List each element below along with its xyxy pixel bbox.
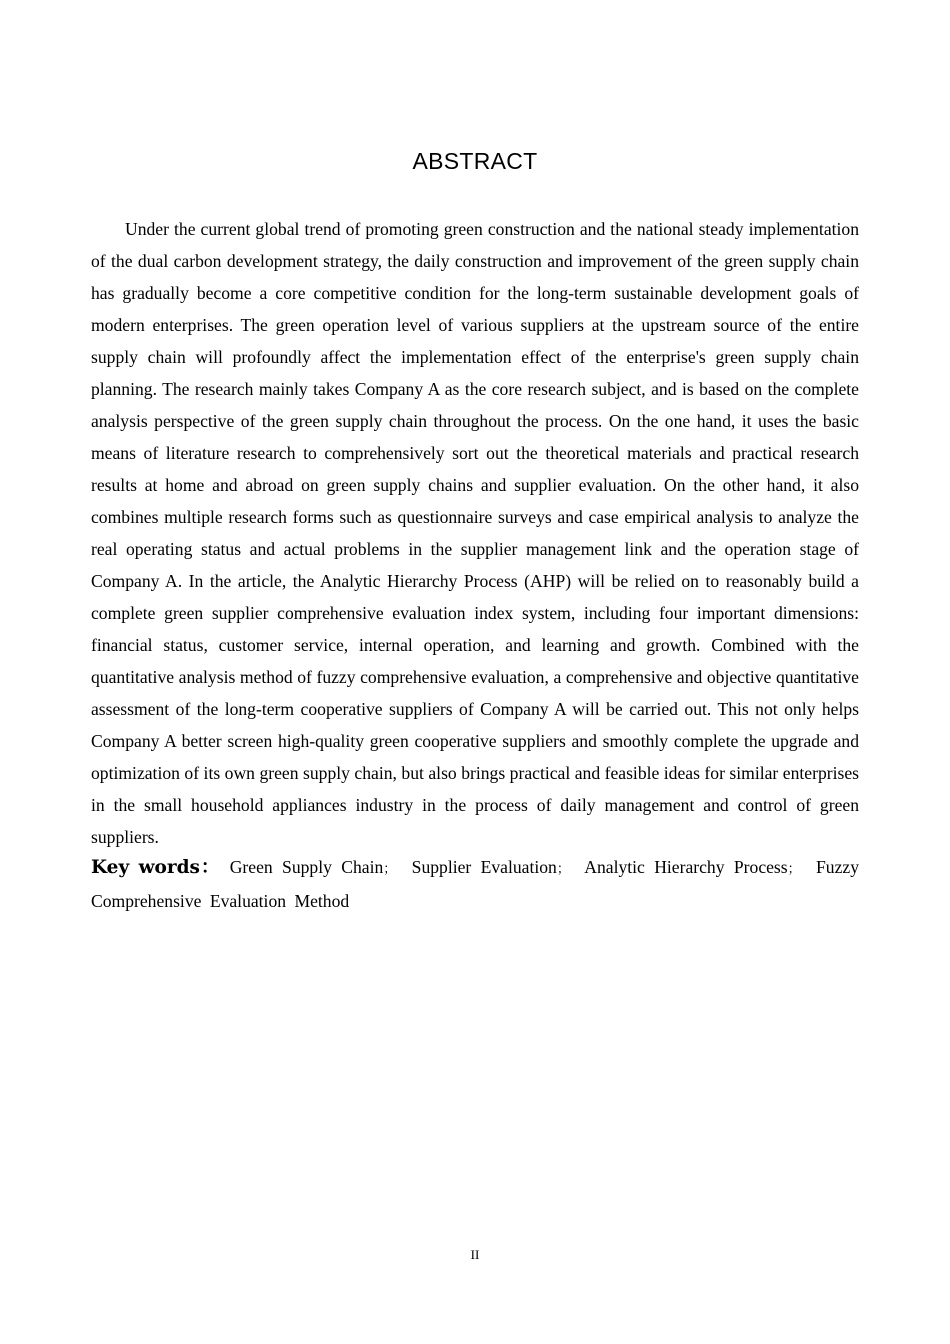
keyword-item: Supplier Evaluation: [411, 857, 557, 877]
keywords-line: [91, 851, 859, 917]
abstract-title: ABSTRACT: [412, 148, 538, 174]
abstract-body: Under the current global trend of promoting green construction and the national steady implementation of the dual carbon development strategy, the daily construction and improvement of the green supply chain has gradually become a core competitive condition for the long-term sustainable development goals of modern enterprises. The green operation level of various suppliers at the upstream source of the entire supply chain will profoundly affect the implementation effect of the enterprise's green supply chain planning. The research mainly takes Company A as the core research subject, and is based on the complete analysis perspective of the green supply chain throughout the process. On the one hand, it uses the basic means of literature research to comprehensively sort out the theoretical materials and practical research results at home and abroad on green supply chains and supplier evaluation. On the other hand, it also combines multiple research forms such as questionnaire surveys and case empirical analysis to analyze the real operating status and actual problems in the supplier management link and the operation stage of Company A. In the article, the Analytic Hierarchy Process (AHP) will be relied on to reasonably build a complete green supplier comprehensive evaluation index system, including four important dimensions: financial status, customer service, internal operation, and learning and growth. Combined with the quantitative analysis method of fuzzy comprehensive evaluation, a comprehensive and objective quantitative assessment of the long-term cooperative suppliers of Company A will be carried out. This not only helps Company A better screen high-quality green cooperative suppliers and smoothly complete the upgrade and optimization of its own green supply chain, but also brings practical and feasible ideas for similar enterprises in the small household appliances industry in the process of daily management and control of green suppliers.: [91, 219, 859, 847]
page-number: II: [470, 1247, 480, 1262]
keyword-item: Fuzzy Comprehensive Evaluation Method: [91, 857, 860, 911]
keyword-item: Analytic Hierarchy Process: [584, 857, 788, 877]
keywords-label: Key words：: [91, 857, 221, 878]
keyword-separator: ；: [556, 861, 570, 876]
keyword-separator: ；: [787, 861, 801, 876]
keyword-item: Green Supply Chain: [229, 857, 384, 877]
keyword-separator: ；: [383, 861, 397, 876]
